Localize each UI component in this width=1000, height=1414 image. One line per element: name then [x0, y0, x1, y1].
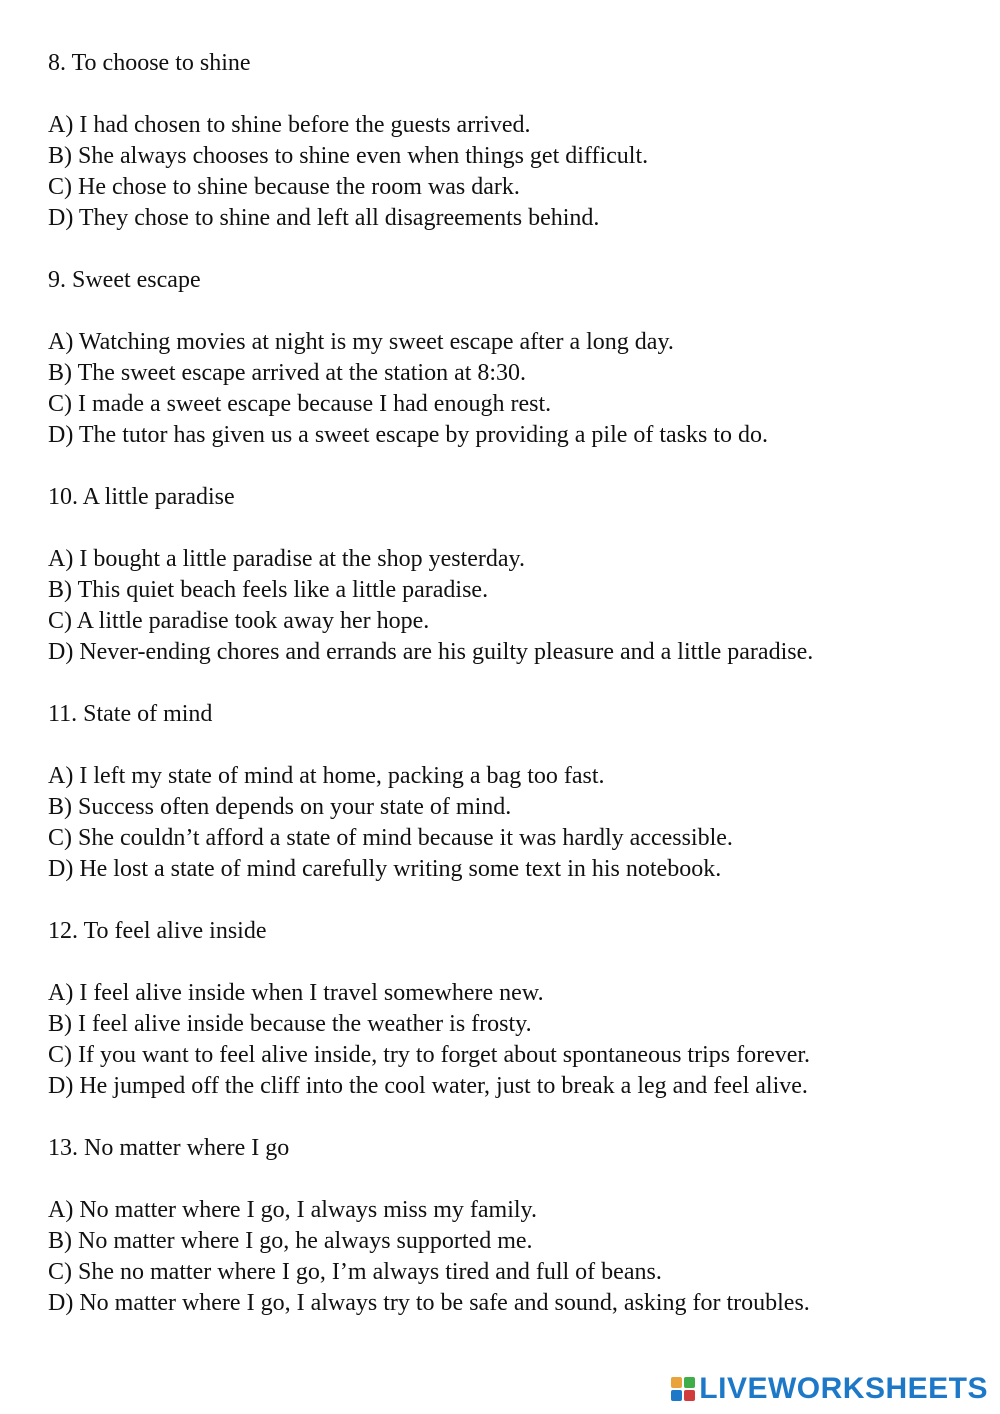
option-a: A) I bought a little paradise at the shop yesterday. [48, 546, 525, 572]
option-d: D) He jumped off the cliff into the cool water, just to break a leg and feel alive. [48, 1073, 808, 1099]
logo-tile [671, 1377, 682, 1388]
option-a: A) No matter where I go, I always miss my family. [48, 1197, 537, 1223]
liveworksheets-logo[interactable] [671, 1372, 988, 1406]
logo-tile [671, 1390, 682, 1401]
option-c: C) If you want to feel alive inside, try to forget about spontaneous trips forever. [48, 1042, 811, 1068]
question-8 [48, 48, 968, 234]
question-title: 11. State of mind [48, 701, 213, 727]
question-title: 10. A little paradise [48, 484, 235, 510]
question-title: 8. To choose to shine [48, 50, 251, 76]
question-10 [48, 482, 968, 668]
option-a: A) I left my state of mind at home, packing a bag too fast. [48, 763, 605, 789]
option-c: C) I made a sweet escape because I had enough rest. [48, 391, 552, 417]
logo-tile [684, 1377, 695, 1388]
worksheet-page [48, 48, 968, 1350]
option-a: A) I had chosen to shine before the guests arrived. [48, 112, 531, 138]
option-b: B) I feel alive inside because the weather is frosty. [48, 1011, 532, 1037]
option-c: C) He chose to shine because the room was dark. [48, 174, 520, 200]
option-b: B) Success often depends on your state of mind. [48, 794, 512, 820]
option-d: D) No matter where I go, I always try to be safe and sound, asking for troubles. [48, 1290, 810, 1316]
question-11 [48, 699, 968, 885]
liveworksheets-logo-icon [671, 1377, 695, 1401]
question-title: 9. Sweet escape [48, 267, 201, 293]
option-b: B) She always chooses to shine even when things get difficult. [48, 143, 649, 169]
option-c: C) A little paradise took away her hope. [48, 608, 430, 634]
logo-text: LIVEWORKSHEETS [699, 1372, 988, 1405]
option-d: D) They chose to shine and left all disagreements behind. [48, 205, 600, 231]
option-d: D) Never-ending chores and errands are his guilty pleasure and a little paradise. [48, 639, 814, 665]
question-title: 13. No matter where I go [48, 1135, 290, 1161]
question-9 [48, 265, 968, 451]
option-c: C) She couldn’t afford a state of mind because it was hardly accessible. [48, 825, 733, 851]
option-c: C) She no matter where I go, I’m always tired and full of beans. [48, 1259, 662, 1285]
option-b: B) This quiet beach feels like a little paradise. [48, 577, 489, 603]
option-a: A) Watching movies at night is my sweet escape after a long day. [48, 329, 674, 355]
option-a: A) I feel alive inside when I travel somewhere new. [48, 980, 544, 1006]
question-12 [48, 916, 968, 1102]
option-d: D) He lost a state of mind carefully writing some text in his notebook. [48, 856, 722, 882]
option-b: B) The sweet escape arrived at the station at 8:30. [48, 360, 527, 386]
option-d: D) The tutor has given us a sweet escape by providing a pile of tasks to do. [48, 422, 769, 448]
logo-tile [684, 1390, 695, 1401]
question-title: 12. To feel alive inside [48, 918, 267, 944]
question-13 [48, 1133, 968, 1319]
option-b: B) No matter where I go, he always supported me. [48, 1228, 533, 1254]
